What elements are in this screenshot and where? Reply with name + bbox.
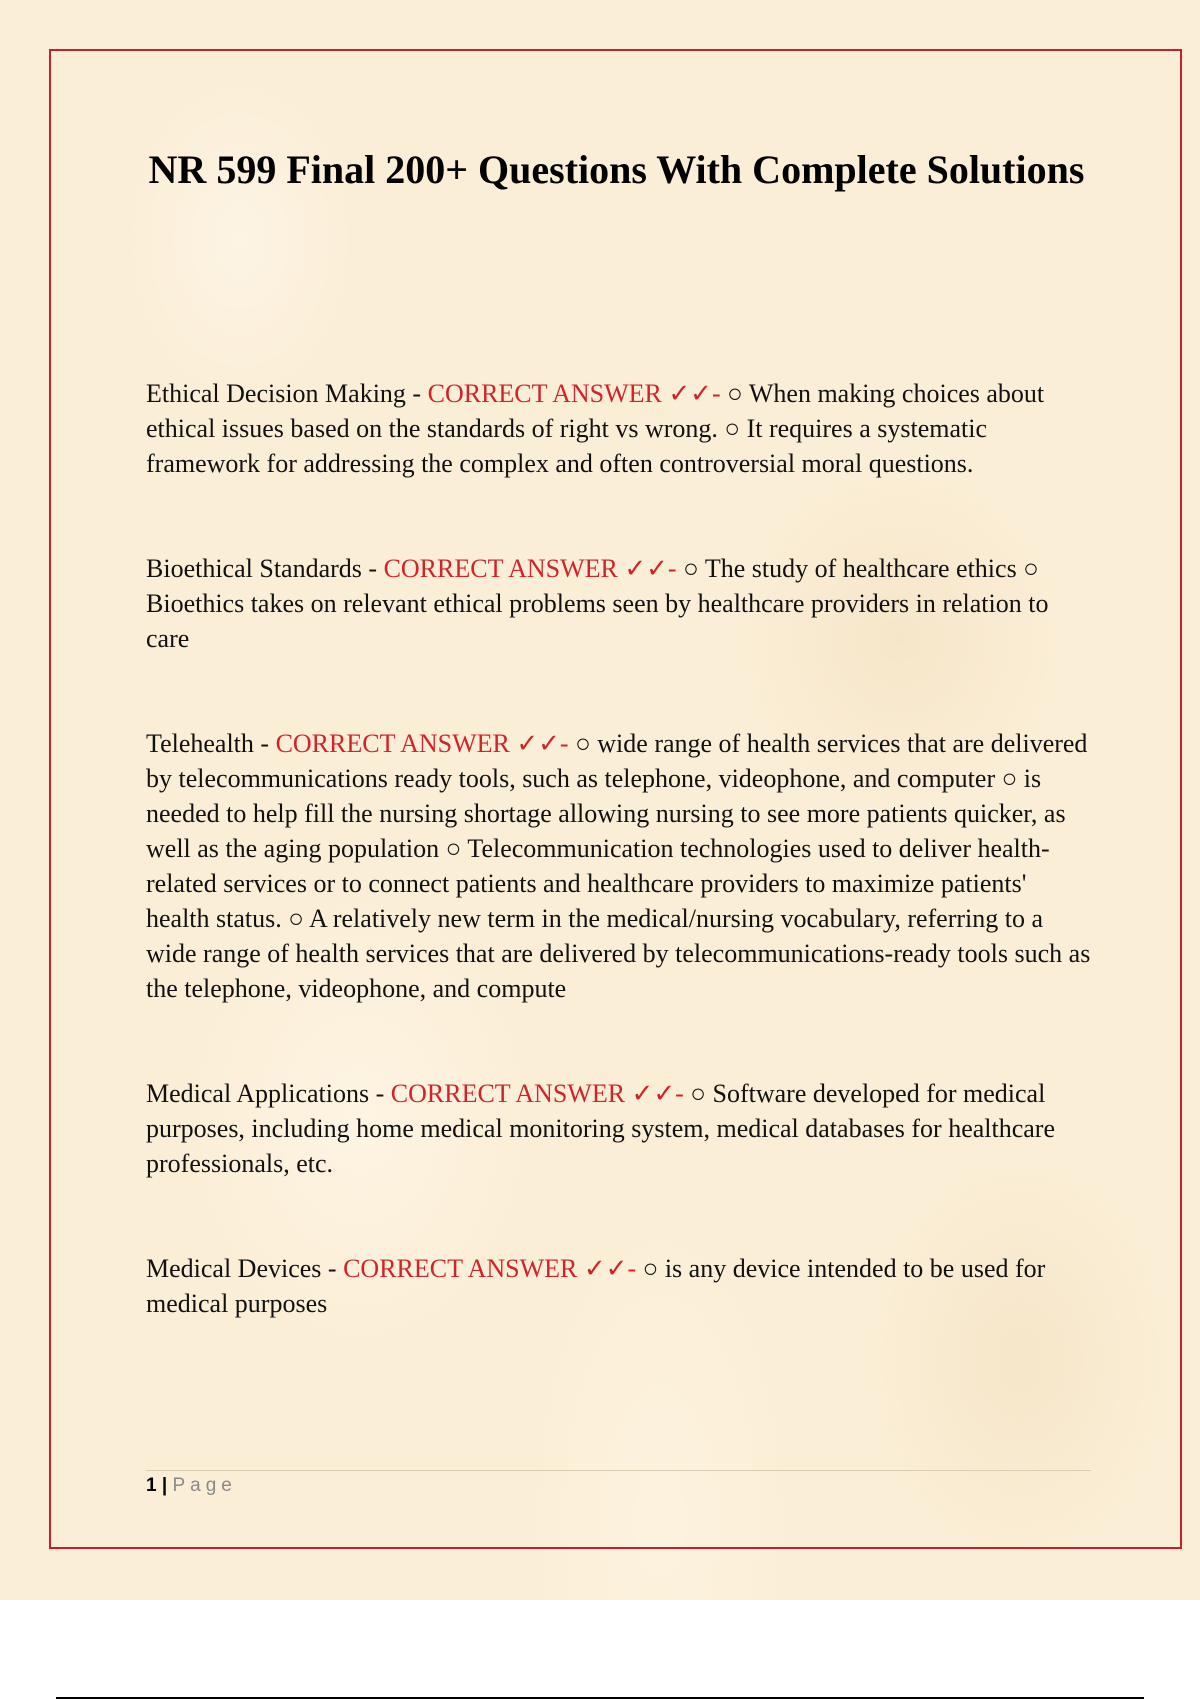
entry-term: Medical Applications - — [146, 1079, 391, 1108]
qa-entry — [146, 376, 1091, 481]
correct-answer-label: CORRECT ANSWER ✓✓- — [427, 379, 721, 408]
qa-entry — [146, 551, 1091, 656]
entry-answer-text: ○ is any device intended to be used for medical purposes — [146, 1254, 1046, 1318]
entry-answer-text: ○ Software developed for medical purposes, including home medical monitoring system, medical databases for healthcare professionals, etc. — [146, 1079, 1056, 1178]
entry-answer-text: ○ The study of healthcare ethics ○ Bioethics takes on relevant ethical problems seen by healthcare providers in relation to care — [146, 554, 1049, 653]
page-footer — [146, 1474, 237, 1498]
qa-entry — [146, 726, 1091, 1006]
qa-entry — [146, 1251, 1091, 1321]
page-word: Page — [172, 1475, 237, 1496]
correct-answer-label: CORRECT ANSWER ✓✓- — [343, 1254, 637, 1283]
page-number: 1 — [146, 1475, 157, 1496]
entry-term: Bioethical Standards - — [146, 554, 384, 583]
document-title: NR 599 Final 200+ Questions With Complete Solutions — [148, 147, 1085, 192]
entry-term: Ethical Decision Making - — [146, 379, 428, 408]
entry-answer-text: ○ When making choices about ethical issues based on the standards of right vs wrong. ○ It requires a systematic framework for addressing the complex and often controversial moral questions. — [146, 379, 1045, 478]
qa-entry-list — [146, 376, 1091, 1321]
bottom-divider — [56, 1697, 1144, 1699]
entry-term: Telehealth - — [146, 729, 276, 758]
entry-term: Medical Devices - — [146, 1254, 344, 1283]
footer-divider — [146, 1470, 1091, 1471]
correct-answer-label: CORRECT ANSWER ✓✓- — [275, 729, 569, 758]
correct-answer-label: CORRECT ANSWER ✓✓- — [383, 554, 677, 583]
correct-answer-label: CORRECT ANSWER ✓✓- — [390, 1079, 684, 1108]
qa-entry — [146, 1076, 1091, 1181]
entry-answer-text: ○ wide range of health services that are delivered by telecommunications ready tools, such as telephone, videophone, and computer ○ is needed to help fill the nursing shortage allowing nursing to see more patients quicker, as well as the aging population ○ Telecommunication technologies used to deliver health-related services or to connect patients and healthcare providers to maximize patients' health status. ○ A relatively new term in the medical/nursing vocabulary, referring to a wide range of health services that are delivered by telecommunications-ready tools such as the telephone, videophone, and compute — [146, 729, 1091, 1003]
page-separator: | — [156, 1475, 173, 1496]
